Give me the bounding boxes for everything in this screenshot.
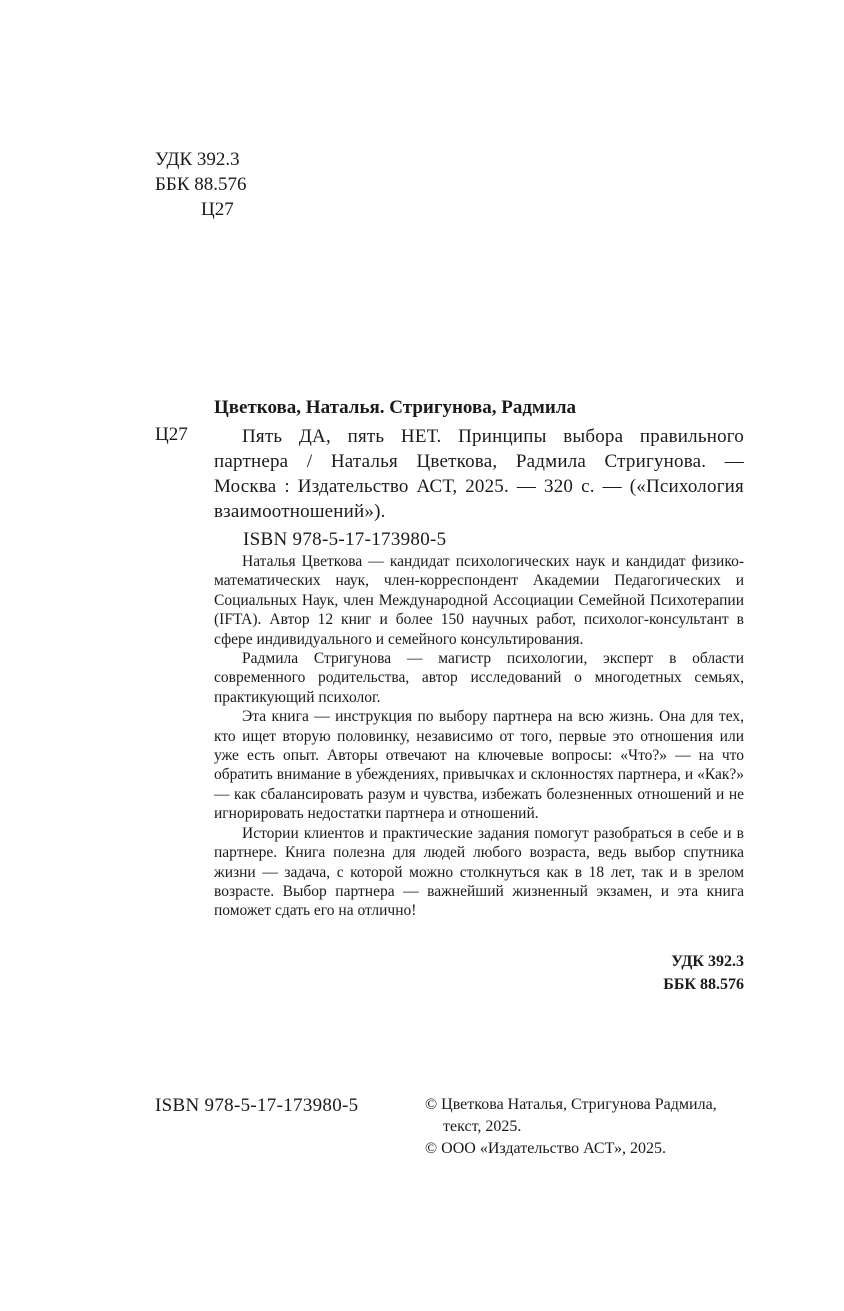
annotation-paragraph: Радмила Стригунова — магистр психологии, эксперт в области современного родительства, автор исследований о многодетных семьях, практикующий психолог. <box>214 650 744 706</box>
copyright-block <box>425 1094 755 1160</box>
authors-heading: Цветкова, Наталья. Стригунова, Радмила <box>214 397 576 418</box>
classification-codes-bottom <box>560 950 744 996</box>
bib-line-2: партнера / Наталья Цветкова, Радмила Стригунова. — <box>214 451 744 472</box>
udk-code: УДК 392.3 <box>155 149 240 170</box>
isbn-footer: ISBN 978-5-17-173980-5 <box>155 1095 359 1116</box>
isbn: ISBN 978-5-17-173980-5 <box>243 529 447 550</box>
copyright-authors-cont: текст, 2025. <box>443 1118 522 1135</box>
bbk-code: ББК 88.576 <box>155 174 247 195</box>
bib-line-4: взаимоотношений»). <box>214 501 386 522</box>
annotation-paragraph: Истории клиентов и практические задания помогут разобраться в себе и в партнере. Книга полезна для людей любого возраста, ведь выбор спутника жизни — задача, с которой можно столкнуться как в 18 лет, так и в зрелом возрасте. Выбор партнера — важнейший жизненный экзамен, и эта книга поможет сдать его на отлично! <box>214 824 744 920</box>
annotation <box>214 552 744 921</box>
bbk-code: ББК 88.576 <box>663 976 744 993</box>
classification-codes-top <box>155 147 247 222</box>
annotation-paragraph: Наталья Цветкова — кандидат психологических наук и кандидат физико-математических наук, член-корреспондент Академии Педагогических и Социальных Наук, член Международной Ассоциации Семейной Психотерапии (IFTA). Автор 12 книг и более 150 научных работ, психолог-консультант в сфере индивидуального и семейного консультирования. <box>214 553 744 648</box>
bib-line-1: Пять ДА, пять НЕТ. Принципы выбора правильного <box>242 426 744 447</box>
udk-code: УДК 392.3 <box>671 953 744 970</box>
bibliographic-description <box>214 424 744 524</box>
annotation-paragraph: Эта книга — инструкция по выбору партнера на всю жизнь. Она для тех, кто ищет вторую половинку, независимо от того, первые это отношения или уже есть опыт. Авторы отвечают на ключевые вопросы: «Что?» — на что обратить внимание в убеждениях, привычках и склонностях партнера, и «Как?» — как сбалансировать разум и чувства, избежать болезненных отношений и не игнорировать недостатки партнера и отношений. <box>214 708 744 823</box>
author-sign: Ц27 <box>201 199 234 220</box>
copyright-authors: © Цветкова Наталья, Стригунова Радмила, <box>425 1096 717 1113</box>
bib-line-3: Москва : Издательство АСТ, 2025. — 320 с. — («Психология <box>214 476 744 497</box>
author-sign-margin: Ц27 <box>155 424 188 445</box>
copyright-publisher: © ООО «Издательство АСТ», 2025. <box>425 1140 666 1157</box>
